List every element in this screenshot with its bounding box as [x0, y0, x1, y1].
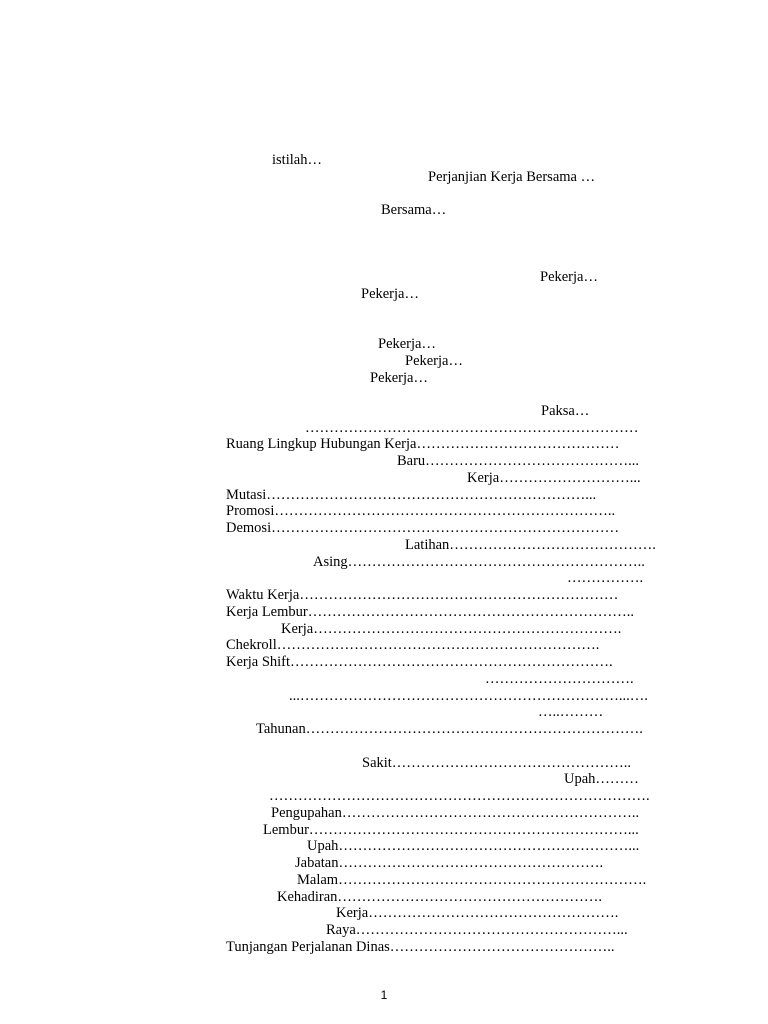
toc-line-tunjangan-perjalanan-dinas: Tunjangan Perjalanan Dinas……………………………………….. — [226, 939, 615, 955]
toc-line-kehadiran: Kehadiran………………………………………………. — [277, 889, 603, 905]
toc-line-demosi: Demosi……………………………………………………………… — [226, 520, 620, 536]
toc-line-kerja-1: Kerja………………………... — [467, 470, 641, 486]
toc-line-asing: Asing…………………………………………………….. — [313, 554, 645, 570]
toc-line-kerja-shift: Kerja Shift…………………………………………………………. — [226, 654, 613, 670]
toc-line-dots-3: …………………………. — [485, 671, 634, 687]
toc-line-istilah: istilah… — [272, 152, 322, 168]
toc-line-lembur: Lembur…………………………………………………………... — [263, 822, 639, 838]
toc-line-tahunan: Tahunan……………………………………………………………. — [256, 721, 643, 737]
toc-line-bersama: Bersama… — [381, 202, 447, 218]
toc-line-malam: Malam………………………………………………………. — [297, 872, 647, 888]
toc-line-pekerja-4: Pekerja… — [405, 353, 463, 369]
toc-line-pengupahan: Pengupahan…………………………………………………….. — [271, 805, 640, 821]
toc-line-kerja-2: Kerja………………………………………………………. — [281, 621, 622, 637]
toc-line-pekerja-5: Pekerja… — [370, 370, 428, 386]
toc-line-kerja-lembur: Kerja Lembur………………………………………………………….. — [226, 604, 634, 620]
toc-line-sakit: Sakit………………………………………….. — [362, 755, 632, 771]
toc-line-dots-4: ...…………………………………………………………...…. — [289, 688, 648, 704]
toc-line-kerja-3: Kerja……………………………………………. — [336, 905, 619, 921]
toc-line-pekerja-1: Pekerja… — [540, 269, 598, 285]
toc-line-dots-5: …..……… — [538, 704, 604, 720]
toc-line-baru: Baru……………………………………... — [397, 453, 640, 469]
toc-line-promosi: Promosi…………………………………………………………….. — [226, 503, 616, 519]
toc-line-dots-1: …………………………………………………………… — [305, 420, 639, 436]
toc-line-chekroll: Chekroll…………………………………………………………. — [226, 637, 600, 653]
toc-line-raya: Raya………………………………………………... — [326, 922, 628, 938]
toc-line-upah-2: Upah……………………………………………………... — [307, 838, 640, 854]
toc-line-pekerja-2: Pekerja… — [361, 286, 419, 302]
toc-line-jabatan: Jabatan………………………………………………. — [295, 855, 604, 871]
page-number: 1 — [380, 988, 388, 1002]
toc-line-upah-1: Upah……… — [564, 771, 639, 787]
toc-line-paksa: Paksa… — [541, 403, 590, 419]
toc-line-perjanjian-kerja-bersama: Perjanjian Kerja Bersama … — [428, 169, 596, 185]
toc-line-pekerja-3: Pekerja… — [378, 336, 436, 352]
toc-line-waktu-kerja: Waktu Kerja………………………………………………………… — [226, 587, 619, 603]
toc-line-dots-6: ……………………………………………………………………. — [269, 788, 650, 804]
toc-line-ruang-lingkup: Ruang Lingkup Hubungan Kerja…………………………………… — [226, 436, 620, 452]
toc-line-mutasi: Mutasi…………………………………………………………... — [226, 487, 597, 503]
toc-line-latihan: Latihan……………………………………. — [405, 537, 656, 553]
toc-line-dots-2: ……………. — [567, 570, 644, 586]
